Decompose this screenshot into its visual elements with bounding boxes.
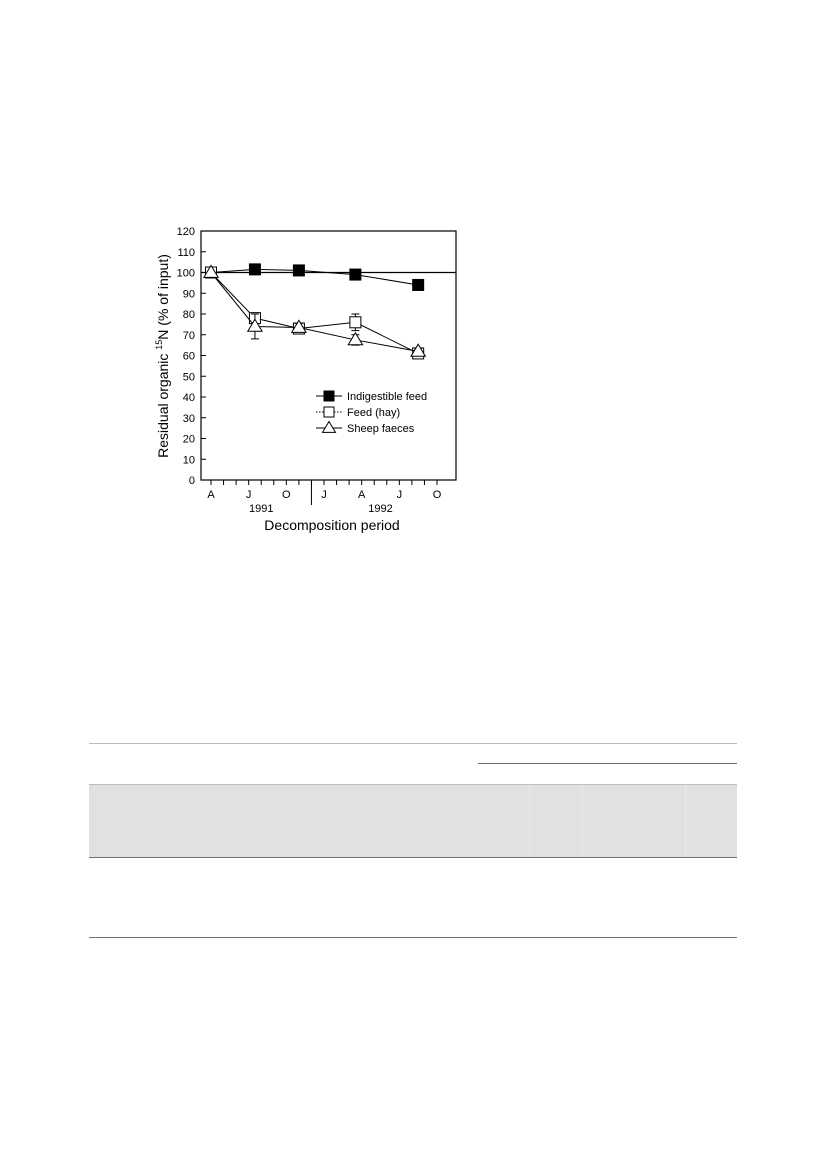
year-label: 1991 bbox=[248, 503, 274, 515]
y-axis-label-superscript: 15 bbox=[154, 339, 164, 350]
y-axis-label-suffix: N (% of input) bbox=[155, 254, 171, 340]
series-line bbox=[211, 269, 418, 285]
table-column-separator bbox=[529, 784, 530, 857]
x-tick-label: A bbox=[357, 489, 366, 501]
y-tick-label: 90 bbox=[182, 288, 195, 301]
table-shaded-row-top-rule bbox=[89, 784, 737, 785]
y-tick-label: 60 bbox=[182, 350, 195, 363]
y-tick-label: 70 bbox=[182, 329, 195, 342]
x-axis-label: Decomposition period bbox=[264, 517, 400, 533]
y-axis-label bbox=[154, 254, 171, 458]
table-column-separator bbox=[685, 784, 686, 857]
x-tick-label: J bbox=[245, 489, 252, 501]
y-tick-label: 50 bbox=[182, 371, 195, 384]
x-tick-label: O bbox=[432, 489, 442, 501]
data-point bbox=[350, 269, 361, 280]
legend bbox=[316, 391, 427, 435]
y-tick-label: 40 bbox=[182, 392, 195, 404]
series-line bbox=[211, 273, 418, 354]
x-tick-label: O bbox=[282, 489, 291, 501]
table-shaded-row-bottom-rule bbox=[89, 857, 737, 858]
y-tick-label: 30 bbox=[182, 412, 195, 425]
x-tick-label: J bbox=[321, 489, 327, 501]
y-tick-label: 120 bbox=[176, 226, 195, 238]
y-tick-label: 0 bbox=[188, 475, 195, 487]
series-layer bbox=[204, 264, 425, 359]
y-tick-label: 20 bbox=[182, 433, 195, 446]
x-tick-label: J bbox=[396, 489, 403, 501]
y-tick-label: 80 bbox=[182, 309, 195, 321]
data-point bbox=[249, 264, 260, 275]
legend-marker bbox=[324, 391, 334, 401]
table-header-group-rule bbox=[478, 763, 737, 764]
legend-label: Sheep faeces bbox=[347, 423, 415, 435]
data-point bbox=[413, 279, 424, 290]
legend-marker bbox=[322, 421, 335, 432]
y-axis-label-prefix: Residual organic bbox=[155, 349, 171, 458]
data-point bbox=[293, 265, 304, 276]
legend-marker bbox=[324, 407, 334, 417]
table-top-rule bbox=[89, 743, 737, 744]
series-indigestible-feed bbox=[206, 264, 424, 291]
data-point bbox=[350, 317, 361, 328]
y-tick-label: 100 bbox=[176, 267, 195, 280]
legend-label: Feed (hay) bbox=[347, 407, 401, 419]
y-tick-label: 110 bbox=[177, 246, 195, 259]
table-bottom-rule bbox=[89, 937, 737, 938]
x-tick-label: A bbox=[207, 489, 215, 501]
legend-label: Indigestible feed bbox=[347, 391, 428, 403]
table-shaded-row bbox=[89, 784, 737, 857]
series-sheep-faeces bbox=[204, 265, 425, 356]
series-line bbox=[211, 273, 418, 352]
table-column-separator bbox=[582, 784, 583, 857]
y-tick-label: 10 bbox=[182, 454, 195, 467]
year-label: 1992 bbox=[368, 503, 393, 515]
x-axis bbox=[207, 480, 441, 515]
